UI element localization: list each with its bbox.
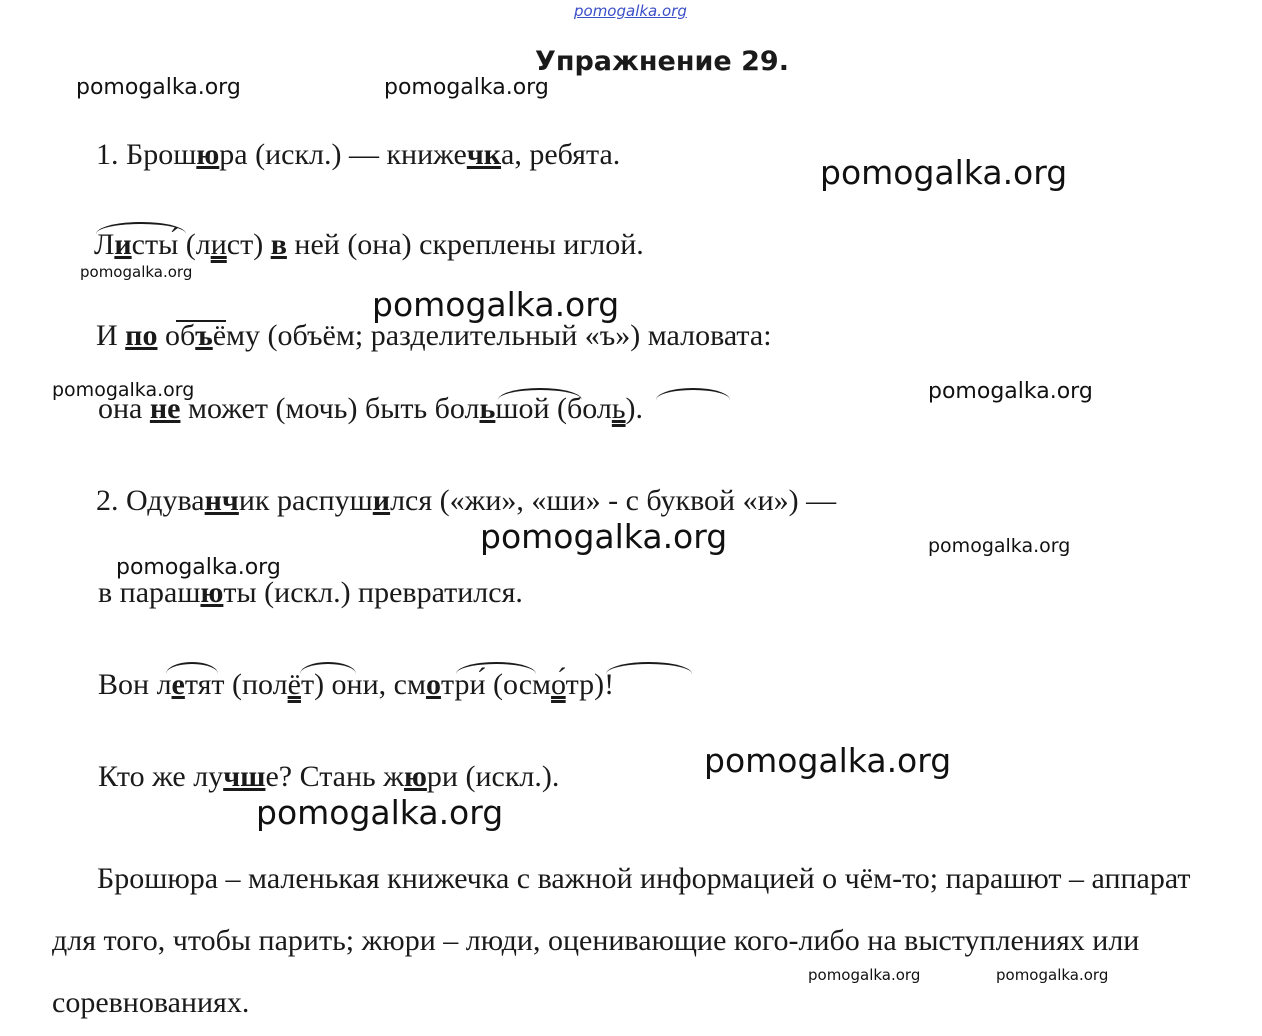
root-arc-mark xyxy=(606,662,692,674)
definition-paragraph: Брошюра – маленькая книжечка с важной информацией о чём-то; парашют – аппарат для того, чтобы парить; жюри – люди, оценивающие кого-либо на выступлениях или соревнованиях. xyxy=(52,862,1191,1019)
check-letter-highlight: ё xyxy=(287,668,301,701)
text-segment: об xyxy=(157,319,196,352)
text-segment: 1. Брош xyxy=(96,138,197,171)
orthogram-highlight: ю xyxy=(200,576,224,609)
text-segment: ра (искл.) — книже xyxy=(219,138,467,171)
text-segment: тят (пол xyxy=(184,668,288,701)
text-segment: Л xyxy=(94,228,115,261)
watermark: pomogalka.org xyxy=(256,793,504,832)
orthogram-highlight: ю xyxy=(403,760,427,793)
watermark: pomogalka.org xyxy=(372,285,620,324)
orthogram-highlight: нч xyxy=(204,484,239,517)
text-segment: ). xyxy=(625,392,644,425)
text-segment: она xyxy=(98,392,150,425)
watermark: pomogalka.org xyxy=(996,966,1109,984)
watermark-top: pomogalka.org xyxy=(574,2,687,20)
exercise-line xyxy=(98,670,614,700)
root-arc-mark xyxy=(498,388,582,400)
text-segment: лся («жи», «ши» - с буквой «и») — xyxy=(390,484,837,517)
text-segment: Вон л xyxy=(98,668,172,701)
watermark: pomogalka.org xyxy=(808,966,921,984)
text-segment: ик распуш xyxy=(238,484,373,517)
exercise-line xyxy=(98,578,523,608)
exercise-line xyxy=(96,486,836,516)
orthogram-highlight: не xyxy=(149,392,181,425)
orthogram-highlight: е xyxy=(171,668,185,701)
text-segment: т) они, см xyxy=(300,668,426,701)
watermark: pomogalka.org xyxy=(76,75,241,100)
text-segment: шой (бол xyxy=(495,392,612,425)
exercise-line xyxy=(98,762,559,792)
watermark: pomogalka.org xyxy=(480,517,728,556)
orthogram-highlight: о xyxy=(425,668,441,701)
watermark: pomogalka.org xyxy=(384,75,549,100)
watermark: pomogalka.org xyxy=(116,555,281,580)
exercise-line xyxy=(94,230,644,260)
exercise-line xyxy=(96,140,620,170)
watermark: pomogalka.org xyxy=(52,379,195,401)
text-segment: сты́ (л xyxy=(131,228,211,261)
watermark: pomogalka.org xyxy=(704,741,952,780)
root-arc-mark xyxy=(166,662,218,674)
watermark: pomogalka.org xyxy=(928,535,1071,557)
check-letter-highlight: о́ xyxy=(551,668,566,701)
root-arc-mark xyxy=(96,222,186,234)
check-letter-highlight: и xyxy=(210,228,227,261)
text-segment: ри (искл.). xyxy=(426,760,560,793)
text-segment: может (мочь) быть бол xyxy=(180,392,480,425)
text-segment: ты (искл.) превратился. xyxy=(223,576,523,609)
watermark: pomogalka.org xyxy=(928,379,1093,404)
root-arc-mark xyxy=(300,662,356,674)
text-segment: е? Стань ж xyxy=(265,760,404,793)
orthogram-highlight: ю xyxy=(196,138,220,171)
orthogram-highlight: ь xyxy=(479,392,496,425)
text-segment: 2. Одува xyxy=(96,484,205,517)
root-arc-mark xyxy=(456,662,536,674)
text-segment: три́ (осм xyxy=(440,668,552,701)
orthogram-highlight: и xyxy=(114,228,132,261)
orthogram-highlight: ъ xyxy=(195,319,213,352)
watermark: pomogalka.org xyxy=(80,263,193,281)
text-segment: И xyxy=(96,319,126,352)
text-segment: а, ребята. xyxy=(501,138,621,171)
text-segment: ёму (объём; разделительный «ъ») маловата: xyxy=(212,319,772,352)
orthogram-highlight: чк xyxy=(466,138,502,171)
root-arc-mark xyxy=(656,388,730,400)
orthogram-highlight: и xyxy=(372,484,391,517)
text-segment: Кто же лу xyxy=(98,760,224,793)
text-segment: тр)! xyxy=(565,668,615,701)
watermark: pomogalka.org xyxy=(820,153,1068,192)
text-segment: в параш xyxy=(98,576,201,609)
check-letter-highlight: ь xyxy=(611,392,626,425)
orthogram-highlight: чш xyxy=(223,760,266,793)
orthogram-highlight: по xyxy=(125,319,158,352)
orthogram-highlight: в xyxy=(270,228,287,261)
prefix-bar-mark xyxy=(176,320,226,322)
exercise-title: Упражнение 29. xyxy=(535,46,789,77)
text-segment: ней (она) скреплены иглой. xyxy=(286,228,644,261)
exercise-line xyxy=(96,321,772,351)
text-segment: ст) xyxy=(226,228,271,261)
